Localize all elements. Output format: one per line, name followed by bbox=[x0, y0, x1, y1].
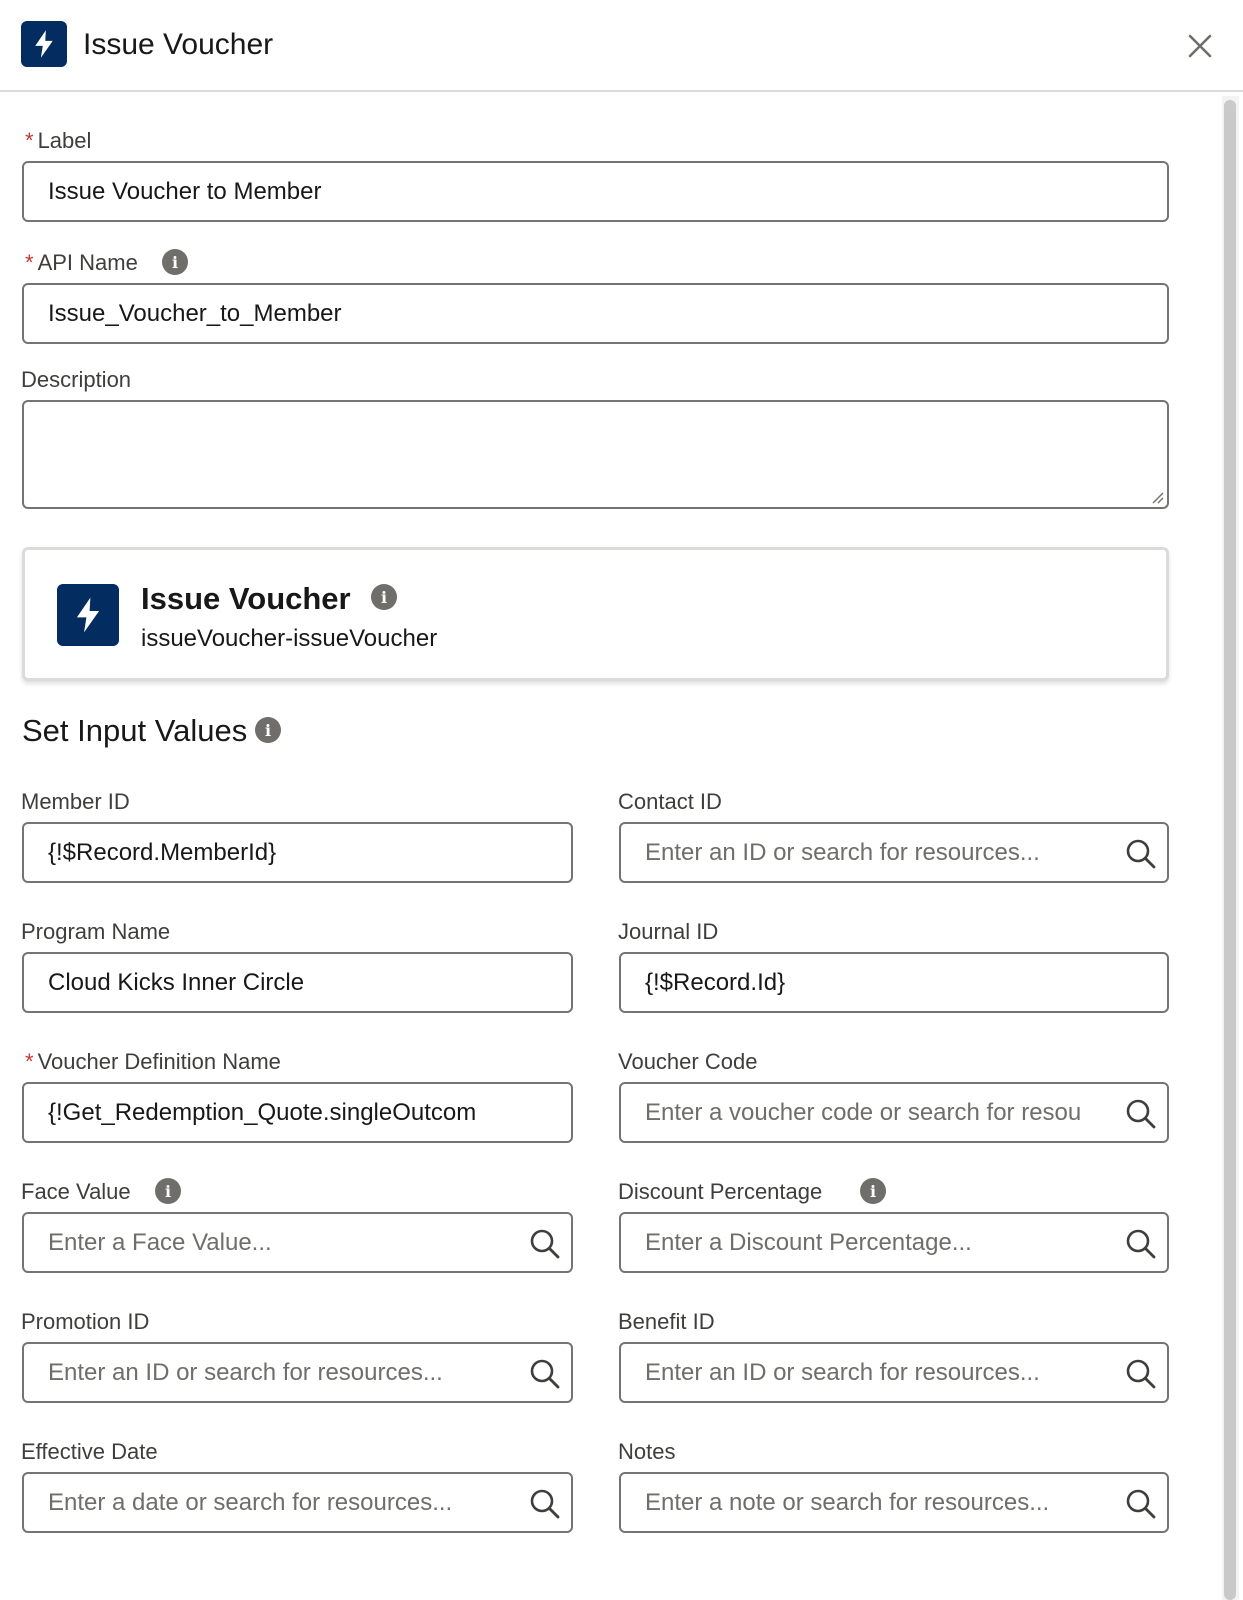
action-card-title: Issue Voucher bbox=[141, 581, 351, 616]
voucher-code-input[interactable] bbox=[619, 1082, 1169, 1143]
api-name-field-label: * API Name bbox=[25, 250, 138, 275]
promotion-id-label: Promotion ID bbox=[21, 1309, 150, 1334]
info-icon[interactable]: i bbox=[860, 1178, 886, 1204]
search-icon[interactable] bbox=[1125, 1228, 1157, 1260]
notes-input[interactable] bbox=[619, 1472, 1169, 1533]
journal-id-input[interactable] bbox=[619, 952, 1169, 1013]
member-id-input[interactable] bbox=[22, 822, 573, 883]
lightning-icon bbox=[21, 21, 67, 67]
effective-date-label: Effective Date bbox=[21, 1439, 158, 1464]
voucher-definition-name-label: * Voucher Definition Name bbox=[25, 1049, 281, 1074]
contact-id-input[interactable] bbox=[619, 822, 1169, 883]
voucher-definition-name-input[interactable] bbox=[22, 1082, 573, 1143]
lightning-icon bbox=[57, 584, 119, 646]
required-asterisk: * bbox=[25, 1049, 34, 1074]
notes-label: Notes bbox=[618, 1439, 676, 1464]
action-card-api-name: issueVoucher-issueVoucher bbox=[141, 625, 438, 652]
scrollbar-thumb[interactable] bbox=[1224, 100, 1236, 1600]
info-icon[interactable]: i bbox=[255, 717, 281, 743]
modal-title: Issue Voucher bbox=[83, 28, 274, 61]
face-value-label: Face Value bbox=[21, 1179, 131, 1204]
label-field-label: * Label bbox=[25, 128, 92, 153]
search-icon[interactable] bbox=[529, 1228, 561, 1260]
benefit-id-input[interactable] bbox=[619, 1342, 1169, 1403]
search-icon[interactable] bbox=[1125, 1488, 1157, 1520]
program-name-label: Program Name bbox=[21, 919, 171, 944]
promotion-id-input[interactable] bbox=[22, 1342, 573, 1403]
program-name-input[interactable] bbox=[22, 952, 573, 1013]
description-textarea[interactable] bbox=[22, 400, 1169, 509]
label-input[interactable] bbox=[22, 161, 1169, 222]
action-card bbox=[22, 547, 1169, 681]
journal-id-label: Journal ID bbox=[618, 919, 719, 944]
search-icon[interactable] bbox=[529, 1358, 561, 1390]
section-title: Set Input Values bbox=[22, 713, 248, 748]
close-icon[interactable] bbox=[1184, 30, 1216, 62]
api-name-input[interactable] bbox=[22, 283, 1169, 344]
contact-id-label: Contact ID bbox=[618, 789, 722, 814]
voucher-code-label: Voucher Code bbox=[618, 1049, 758, 1074]
search-icon[interactable] bbox=[1125, 838, 1157, 870]
info-icon[interactable]: i bbox=[155, 1178, 181, 1204]
required-asterisk: * bbox=[25, 250, 34, 275]
info-icon[interactable]: i bbox=[371, 584, 397, 610]
info-icon[interactable]: i bbox=[162, 249, 188, 275]
face-value-input[interactable] bbox=[22, 1212, 573, 1273]
effective-date-input[interactable] bbox=[22, 1472, 573, 1533]
modal-header bbox=[0, 0, 1243, 92]
search-icon[interactable] bbox=[1125, 1358, 1157, 1390]
description-field-label: Description bbox=[21, 367, 132, 392]
discount-percentage-label: Discount Percentage bbox=[618, 1179, 823, 1204]
search-icon[interactable] bbox=[1125, 1098, 1157, 1130]
required-asterisk: * bbox=[25, 128, 34, 153]
member-id-label: Member ID bbox=[21, 789, 130, 814]
benefit-id-label: Benefit ID bbox=[618, 1309, 715, 1334]
search-icon[interactable] bbox=[529, 1488, 561, 1520]
discount-percentage-input[interactable] bbox=[619, 1212, 1169, 1273]
